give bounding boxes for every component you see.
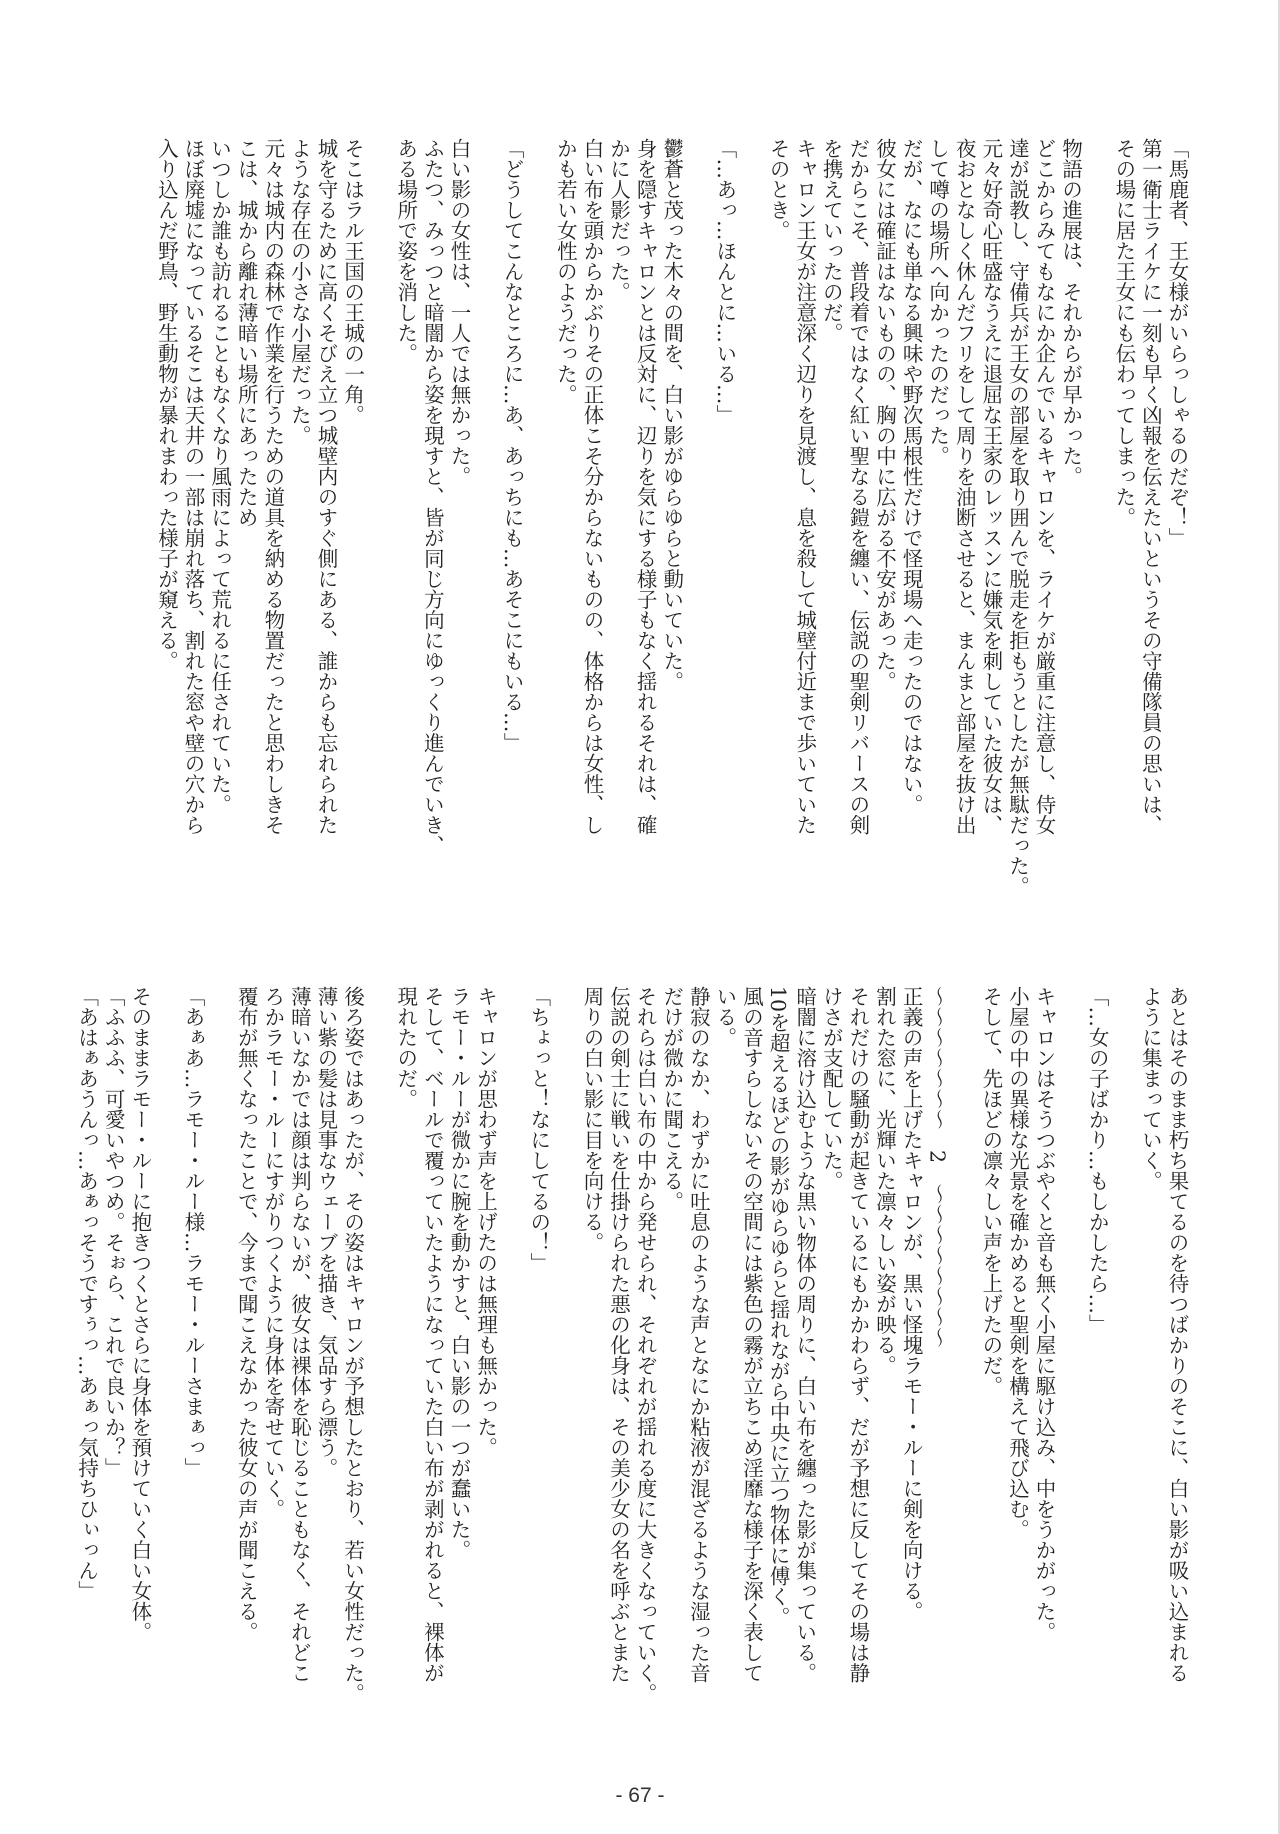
text-line: 元々は城内の森林で作業を行うための道具を納める物置だったと思わしきそ <box>260 138 285 835</box>
text-line: キャロンはそうつぶやくと音も無く小屋に駆け込み、中をうかがった。 <box>1032 986 1057 1642</box>
text-line: 薄暗いなかでは顔は判らないが、彼女は裸体を恥じることもなく、それどこ <box>287 986 312 1683</box>
text-line: キャロン王女が注意深く辺りを見渡し、息を殺して城壁付近まで歩いていた <box>792 138 817 835</box>
text-line: かも若い女性のようだった。 <box>553 138 578 405</box>
text-line: 暗闇に溶け込むような黒い物体の周りに、白い布を纏った影が集っている。 <box>792 986 817 1683</box>
text-line: そのとき。 <box>766 138 791 241</box>
text-line: 「どうしてこんなところに…あ、あっちにも…あそこにもいる…」 <box>500 138 525 753</box>
blank-line <box>366 986 393 1676</box>
blank-line <box>552 986 579 1676</box>
text-line: 第一衛士ライケに一刻も早く凶報を伝えたいというその守備隊員の思いは、 <box>1138 138 1163 835</box>
text-line: ラモー・ルーが微かに腕を動かすと、白い影の一つが蠢いた。 <box>446 986 471 1560</box>
text-line: 現れたのだ。 <box>393 986 418 1109</box>
text-line: 物語の進展は、それからが早かった。 <box>1058 138 1083 487</box>
bottom-text-block <box>73 986 1190 1704</box>
text-line: そこはラル王国の王城の一角。 <box>340 138 365 425</box>
page-number: - 67 - <box>615 1784 665 1807</box>
text-line: 鬱蒼と茂った木々の間を、白い影がゆらゆらと動いていた。 <box>659 138 684 692</box>
text-line: それらは白い布の中から発せられ、それぞれが揺れる度に大きくなっていく。 <box>633 986 658 1704</box>
text-line: 彼女には確証はないものの、胸の中に広がる不安があった。 <box>872 138 897 692</box>
text-line: けさが支配していた。 <box>819 986 844 1191</box>
text-line: ふたつ、みっつと暗闇から姿を現すと、皆が同じ方向にゆっくり進んでいき、 <box>420 138 445 856</box>
blank-line <box>1057 986 1084 1676</box>
blank-line <box>525 138 552 828</box>
text-line: だけが微かに聞こえる。 <box>659 986 684 1212</box>
text-line: ろかラモー・ルーにすがりつくように身体を寄せていく。 <box>260 986 285 1519</box>
text-line: 達が説教し、守備兵が王女の部屋を取り囲んで脱走を拒もうとしたが無駄だった。 <box>1005 138 1030 897</box>
text-line: 白い布を頭からかぶりその正体こそ分からないものの、体格からは女性、し <box>579 138 604 835</box>
text-line: 小屋の中の異様な光景を確かめると聖剣を構えて飛び込む。 <box>1005 986 1030 1540</box>
text-line: 伝説の剣士に戦いを仕掛けられた悪の化身は、その美少女の名を呼ぶとまた <box>606 986 631 1683</box>
blank-line <box>951 986 978 1676</box>
text-line: ように集まっていく。 <box>1138 986 1163 1191</box>
text-line: いる。 <box>712 986 737 1048</box>
blank-line <box>206 986 233 1676</box>
text-line: 正義の声を上げたキャロンが、黒い怪塊ラモー・ルーに剣を向ける。 <box>899 986 924 1622</box>
text-line: 周りの白い影に目を向ける。 <box>579 986 604 1253</box>
text-line: 覆布が無くなったことで、今まで聞こえなかった彼女の声が聞こえる。 <box>234 986 259 1642</box>
text-line: こは、城から離れ薄暗い場所にあったため <box>234 138 259 528</box>
text-line: 薄い紫の髪は見事なウェーブを描き、気品すら漂う。 <box>314 986 338 1478</box>
text-line: 「…女の子ばかり…もしかしたら…」 <box>1085 986 1110 1335</box>
text-line: キャロンが思わず声を上げたのは無理も無かった。 <box>473 986 498 1458</box>
text-line: ほぼ廃墟になっているそこは天井の一部は崩れ落ち、割れた窓や壁の穴から <box>181 138 206 835</box>
text-line: 〜〜〜〜〜〜〜 2 〜〜〜〜〜〜〜〜 <box>925 986 950 1348</box>
text-line: 後ろ姿ではあったが、その姿はキャロンが予想したとおり、若い女性だった。 <box>340 986 365 1704</box>
text-line: そのままラモー・ルーに抱きつくとさらに身体を預けていく白い女体。 <box>127 986 152 1642</box>
text-line: 10を超えるほどの影がゆらゆらと揺れながら中央に立つ物体に傅く。 <box>766 986 791 1628</box>
blank-line <box>1084 138 1111 828</box>
text-line: かに人影だった。 <box>606 138 631 302</box>
text-line: 「…あっ…ほんとに…いる…」 <box>712 138 737 425</box>
blank-line <box>1110 986 1137 1676</box>
text-line: 夜おとなしく休んだフリをして周りを油断させると、まんまと部屋を抜け出 <box>952 138 977 835</box>
blank-line <box>472 138 499 828</box>
text-line: 「ちょっと！なにしてるの！」 <box>526 986 551 1273</box>
top-text-block <box>153 138 1190 897</box>
text-line: 身を隠すキャロンとは反対に、辺りを気にする様子もなく揺れるそれは、確 <box>633 138 658 835</box>
text-line: どこからみてもなにか企んでいるキャロンを、ライケが厳重に注意し、侍女 <box>1032 138 1057 835</box>
text-line: 風の音すらしないその空間には紫色の霧が立ちこめ淫靡な様子を深く表して <box>739 986 764 1683</box>
blank-line <box>685 138 712 828</box>
blank-line <box>153 986 180 1676</box>
text-line: それだけの騒動が起きているにもかかわらず、だが予想に反してその場は静 <box>845 986 870 1683</box>
text-line: を携えていったのだ。 <box>819 138 844 343</box>
blank-line <box>366 138 393 828</box>
text-line: 白い影の女性は、一人では無かった。 <box>446 138 471 487</box>
text-line: いつしか誰も訪れることもなくなり風雨によって荒れるに任されていた。 <box>207 138 232 815</box>
text-line: 入り込んだ野鳥、野生動物が暴れまわった様子が窺える。 <box>154 138 179 671</box>
text-line: 「あぁあ…ラモー・ルー様…ラモー・ルーさまぁっ」 <box>181 986 206 1478</box>
text-line: だからこそ、普段着ではなく紅い聖なる鎧を纏い、伝説の聖剣リバースの剣 <box>845 138 870 835</box>
text-line: 城を守るために高くそびえ立つ城壁内のすぐ側にある、誰からも忘れられた <box>314 138 338 835</box>
text-line: して噂の場所へ向かったのだった。 <box>925 138 950 466</box>
text-line: ような存在の小さな小屋だった。 <box>287 138 312 446</box>
text-line: その場に居た王女にも伝わってしまった。 <box>1111 138 1136 528</box>
blank-line <box>499 986 526 1676</box>
text-line: ある場所で姿を消した。 <box>393 138 418 364</box>
text-line: 「ふふふ、可愛いやつめ。そぉら、これで良いか？」 <box>101 986 126 1478</box>
text-line: 「馬鹿者、王女様がいらっしゃるのだぞ！」 <box>1165 138 1189 548</box>
text-line: 割れた窓に、光輝いた凛々しい姿が映る。 <box>872 986 897 1376</box>
text-line: あとはそのまま朽ち果てるのを待つばかりのそこに、白い影が吸い込まれる <box>1165 986 1189 1683</box>
text-line: そして、先ほどの凛々しい声を上げたのだ。 <box>978 986 1003 1396</box>
text-line: 元々好奇心旺盛なうえに退屈な王家のレッスンに嫌気を刺していた彼女は、 <box>978 138 1003 835</box>
text-line: 「あはぁあうんっ…あぁっそうですぅっ…あぁっ気持ちひぃっん」 <box>74 986 99 1601</box>
text-line: だが、なにも単なる興味や野次馬根性だけで怪現場へ走ったのではない。 <box>899 138 924 815</box>
blank-line <box>738 138 765 828</box>
text-line: そして、ベールで覆っていたようになっていた白い布が剥がれると、裸体が <box>420 986 445 1683</box>
text-line: 静寂のなか、わずかに吐息のような声となにか粘液が混ざるような湿った音 <box>686 986 711 1683</box>
